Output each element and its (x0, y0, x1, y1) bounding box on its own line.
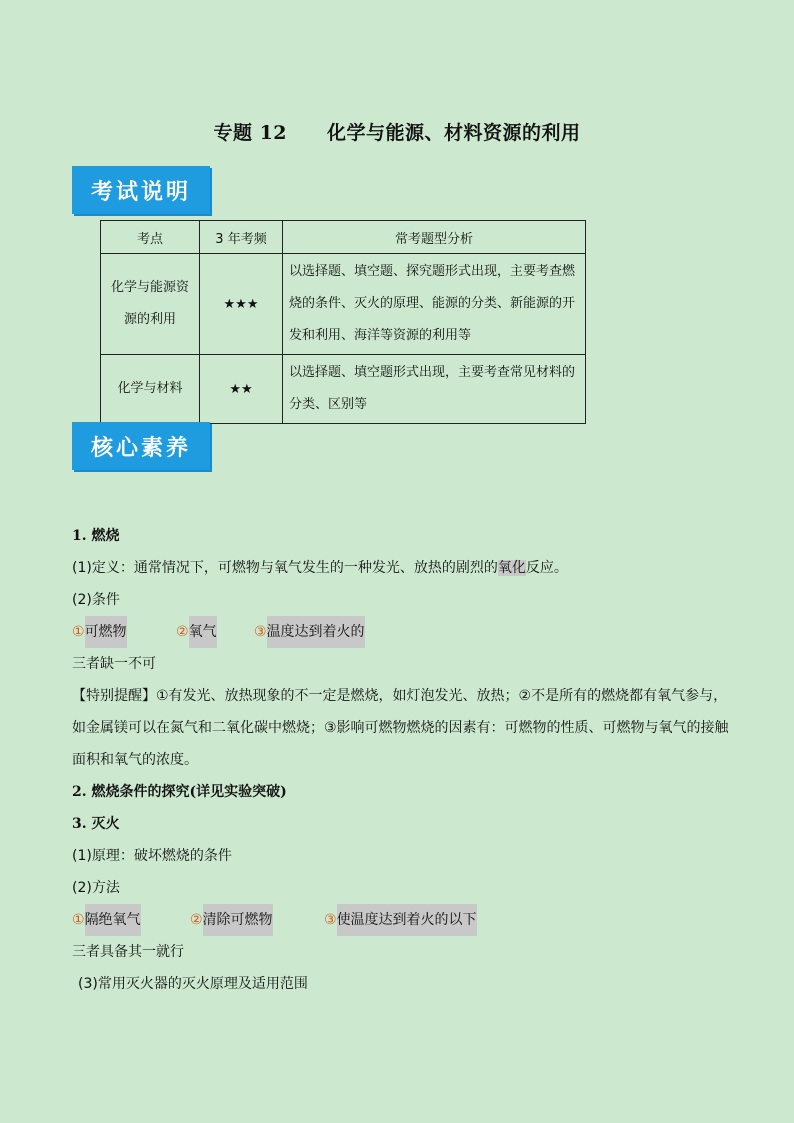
title-main: 化学与能源、材料资源的利用 (327, 122, 581, 144)
exam-banner: 考试说明 (72, 166, 210, 214)
special-tip: 【特别提醒】①有发光、放热现象的不一定是燃烧，如灯泡发光、放热；②不是所有的燃烧都有氧气参与，如金属镁可以在氮气和二氧化碳中燃烧；③影响可燃物燃烧的因素有：可燃物的性质、可燃物与氧气的接触面积和氧气的浓度。 (72, 688, 729, 768)
title-prefix: 专题 12 (213, 122, 288, 144)
table-cell-point: 化学与材料 (101, 355, 200, 424)
exam-table (100, 220, 586, 424)
core-banner: 核心素养 (72, 422, 210, 470)
condition-summary: 三者缺一不可 (72, 656, 156, 672)
method-label: (2)方法 (72, 880, 120, 896)
table-cell-freq: ★★★ (200, 254, 283, 355)
definition: (1)定义：通常情况下，可燃物与氧气发生的一种发光、放热的剧烈的氧化反应。 (72, 560, 568, 576)
table-header: 3 年考频 (200, 221, 283, 254)
section-heading: 2. 燃烧条件的探究(详见实验突破) (72, 784, 287, 800)
table-row (101, 355, 586, 424)
table-row (101, 254, 586, 355)
section-heading: 3. 灭火 (72, 816, 120, 832)
content-body (72, 520, 732, 1000)
page-title (0, 118, 794, 145)
method-summary: 三者具备其一就行 (72, 944, 184, 960)
table-header-row (101, 221, 586, 254)
table-cell-analysis: 以选择题、填空题、探究题形式出现，主要考查燃烧的条件、灭火的原理、能源的分类、新能源的开发和利用、海洋等资源的利用等 (283, 254, 586, 355)
table-cell-point: 化学与能源资源的利用 (101, 254, 200, 355)
extinguisher-heading: (3)常用灭火器的灭火原理及适用范围 (78, 976, 308, 992)
table-cell-analysis: 以选择题、填空题形式出现，主要考查常见材料的分类、区别等 (283, 355, 586, 424)
table-cell-freq: ★★ (200, 355, 283, 424)
method-list: ①隔绝氧气 ②清除可燃物 ③使温度达到着火的以下 (72, 904, 732, 936)
condition-label: (2)条件 (72, 592, 120, 608)
section-heading: 1. 燃烧 (72, 528, 120, 544)
table-header: 考点 (101, 221, 200, 254)
table-header: 常考题型分析 (283, 221, 586, 254)
condition-list: ①可燃物 ②氧气 ③温度达到着火的 (72, 616, 732, 648)
principle: (1)原理：破坏燃烧的条件 (72, 848, 232, 864)
